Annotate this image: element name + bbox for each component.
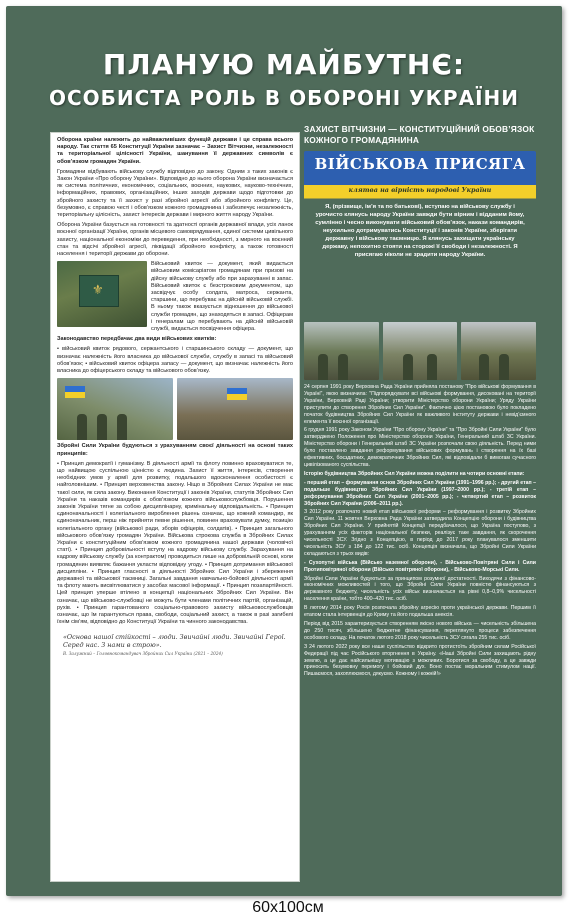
paragraph-2022: З 24 лютого 2022 року все наше суспільство відкрито протистоїть збройним силам Російської Федерації під час Російського вторгнення в Україну. «Наші Збройні Сили захищають рідну землю, а це дає найсильнішу мотивацію з можливих. Боротися за свободу, а це завжди приносить безумовну перемогу і бойовий дух. Воно постає моральним стимулом нації. Пишаємося, захоплюємося, дякуємо. Кожному і кожній!» [304, 643, 536, 678]
left-text-panel [50, 132, 300, 882]
size-label: 60x100см [252, 899, 324, 916]
paragraph-principles-intro: Збройні Сили України будуються з урахуванням своєї діяльності на основі таких принципів: [57, 443, 293, 457]
oath-text: Я, (прізвище, ім’я та по батькові), вступаю на військову службу і урочисто клянусь народу України завжди бути вірним і відданим йому, сумлінно і чесно виконувати військовий обов’язок, накази командирів, неухильно дотримуватись Конституції і законів України, зберігати державну і військову таємницю. Я клянусь захищати українську державу, непохитно стояти на сторожі її свободи і незалежності. Я присягаю ніколи не зрадити народу України. [315, 204, 525, 258]
poster-subtitle: ОСОБИСТА РОЛЬ В ОБОРОНІ УКРАЇНИ [49, 86, 519, 110]
armored-vehicle-photo [177, 378, 293, 440]
paragraph-id-types: • військовий квиток рядового, сержантського і старшинського складу — документ, що визначає належність його власника до військової служби, службу в запасі та військовий обов’язок; • військовий квиток офіцера запасу — документ, що визначає належність його власника до офіцерського складу та військового обов’язку. [57, 346, 293, 375]
military-id-block [57, 261, 293, 336]
paragraph-mod-created: 6 грудня 1991 року Законом України "Про оборону України" та "Про Збройні Сили України" було затверджено Положення про Міністерство оборони України, Генеральний штаб ЗС України. Міністерство оборони і Генеральний штаб ЗС України розпочали свою діяльність. Перед ними було поставлено завдання реформування військових формувань і створення на їх базі ефективних, боєздатних, демократичних Збройних Сил, які відповідали б вимогам сучасного цивілізованого суспільства. [304, 427, 536, 468]
soldiers-photo [461, 322, 536, 380]
oath-card [304, 151, 536, 321]
trident-icon [79, 275, 119, 307]
paragraph-defense-basis: Оборона України базується на готовності та здатності органів державної влади, усіх ланок воєнної організації України, органів місцевого самоврядування, єдиної системи цивільного захисту, національної економіки до переведення, при необхідності, з мирного на воєнний стан та відсічі збройної агресії, ліквідації збройного конфлікту, а також готовності населення і території держави до оборони. [57, 222, 293, 258]
ukraine-flag-icon [65, 386, 85, 398]
poster-title: ПЛАНУЮ МАЙБУТНЄ: [102, 48, 466, 81]
paragraph-2014: В лютому 2014 року Росія розпочала збройну агресію проти української держави. Першим її етапом стала інтервенція до Криму та його подальша анексія. [304, 605, 536, 619]
soldier-figure [479, 354, 489, 380]
quote-text: «Основа нашої стійкості – люди. Звичайні люди. Звичайні Герої. Серед нас. З нами в строю». [63, 633, 286, 650]
soldier-figure [117, 414, 127, 440]
right-text-panel [304, 384, 536, 874]
quote-source: В. Залужний – Головнокомандувач Збройних Сил України (2021 – 2024) [63, 651, 223, 657]
ukraine-flag-icon [227, 388, 247, 400]
soldiers-with-flag-photo [57, 378, 173, 440]
poster-board [6, 6, 562, 896]
paragraph-defense-law: Громадяни відбувають військову службу відповідно до закону. Одним з таких законів є Закон України «Про оборону України». Відповідно до нього оборона України визначається як система політичних, економічних, соціальних, воєнних, наукових, науково-технічних, інформаційних, правових, організаційних, інших заходів держави щодо підготовки до збройного захисту та її захист у разі збройної агресії або збройного конфлікту. Це, безумовно, є справою честі і обов’язком кожного громадянина і забезпечує незалежність, територіальну цілісність, захист інтересів держави і мирного життя народу України. [57, 168, 293, 219]
oath-subtitle: клятва на вірність народові України [348, 185, 492, 194]
oath-title: ВІЙСЬКОВА ПРИСЯГА [314, 155, 526, 173]
soldier-figure [318, 354, 328, 380]
soldier-figure [403, 354, 413, 380]
soldiers-photo [304, 322, 379, 380]
paragraph-stages: - перший етап – формування основ Збройних Сил України (1991–1996 рр.); - другий етап – подальше будівництво Збройних Сил України (1997–2000 рр.); - третій етап – реформування Збройних Сил України (2001–2005 рр.); - четвертий етап – розвиток Збройних Сил України (2006–2011 рр.). [304, 479, 536, 507]
soldiers-photo [383, 322, 458, 380]
paragraph-sufficiency: Збройні Сили України будуються за принципом розумної достатності. Виходячи з фінансово-економічних можливостей і того, що Збройні Сили України повністю фінансуються з державного бюджету, чисельність усіх військ визначається на рівні 0,8–0,9% чисельності населення країни, тобто 400–420 тис. осіб. [304, 575, 536, 603]
paragraph-1991: 24 серпня 1991 року Верховна Рада України прийняла постанову "Про військові формування в Україні", якою визначила: "Підпорядкувати всі військові формування, дисоковані на території України, Верховній Раді України; утворити Міністерство оборони України; Уряду України приступити до створення Збройних Сил України". Фактично цією постановою було покладено початок будівництва Збройних Сил України як важливого інституту держави і невід’ємного елемента її воєнної організації. [304, 384, 536, 425]
paragraph-id-types-intro: Законодавство передбачає два види військових квитків: [57, 336, 217, 343]
paragraph-2015: Період від 2015 характеризується створенням якісно нового війська — чисельність збільшена до 250 тисяч, збільшено бюджетне фінансування, переглянуто процеси забезпечення особового складу. На початок лютого 2018 року чисельність ЗСУ сягала 255 тис. осіб. [304, 621, 536, 641]
soldier-figure [77, 414, 87, 440]
soldier-figure [499, 354, 509, 380]
left-photo-row [57, 378, 293, 440]
paragraph-principles: • Принцип демократії і гуманізму. В діяльності армії та флоту повинно враховуватися те, що найвищою суспільною цінністю є людина. Захист її життя, інтересів, створення необхідних умов у армії для розвитку, подальшого вдосконалення особистості є найголовнішим. • Принцип верховенства закону. Ніщо в Збройних Силах України не має такої сили, як сила закону. Виконання Конституції і законів України, статутів Збройних Сил України та наказів командирів є обов’язком кожного військовослужбовця. Порушення законів України тягне за собою дисциплінарну, кримінальну відповідальність. • Принцип єдиноначальності і колегіального вироблення рішень означає, що кожний командир, як єдиноначальник, перш ніж прийняти певне рішення, повинен враховувати думку, позицію колегіального органу (військової ради, зборів офіцерів, солдатів). • Принцип загального військового обов’язку громадян України. Військова строкова служба в Збройних Силах України є конституційним обов’язком кожного громадянина нашої держави (чоловічої статі). • Принцип добровільності вступу на кадрову військову службу. Зарахування на кадрову військову службу (за контрактом) проводиться лише на добровільній основі, коли громадянин виявляє бажання укласти відповідну угоду. • Принцип дотримання військової дисципліни. • Принцип гласності в діяльності Збройних Сил України і збереження державної та військової таємниці. Загальні завдання навчально-бойової діяльності армії та флоту мають висвітлюватися у засобах масової інформації. • Принцип позапартійності. Цей принцип уперше втілено в концепції національних Збройних Сил України. Він означає, що військово-службовці не можуть бути членами політичних партій, організацій, рухів. • Принцип гарантованого соціально-правового захисту військовослужбовців означає, що їм гарантуються права, свободи, соціальний захист, а також в разі загибелі їхнім сім’ям, відповідно до Конституції України та чинного законодавства. [57, 460, 293, 626]
soldier-figure [338, 354, 348, 380]
military-id-photo [57, 261, 147, 327]
paragraph-stages-intro: Історію будівництва Збройних Сил України можна поділити на чотири основні етапи: [304, 470, 525, 477]
paragraph-constitution: Оборона країни належить до найважливіших функцій держави і це справа всього народу. Так стаття 65 Конституції України зазначає – Захист Вітчизни, незалежності та територіальної цілісності України, шанування її державних символів є обов’язком громадян України. [57, 137, 293, 165]
paragraph-force-types: - Сухопутні війська (Військо наземної оборони), - Військово-Повітряні Сили і Сили Протиповітряної оборони (Військо повітряної оборони), - Військово-Морські Сили. [304, 559, 536, 573]
quote-block [57, 630, 293, 661]
right-heading: ЗАХИСТ ВІТЧИЗНИ — КОНСТИТУЦІЙНИЙ ОБОВ’ЯЗОК КОЖНОГО ГРОМАДЯНИНА [304, 124, 535, 145]
oath-section [304, 124, 536, 321]
right-photo-row [304, 322, 536, 380]
paragraph-military-id: Військовий квиток — документ, який видається військовим комісаріатом громадянам при призові на дійсну військову службу або при зарахуванні в запас. Військовий квиток є безстроковим документом, що засвідчує особу солдата, матроса, сержанта, старшини, що перебуває на дійсній військовій службі. В ньому також вказується відношення до військової служби громадян, що знаходяться в запасі. Офіцерам і генералам що перебувають на дійсній військовій службі, видається посвідчення офіцера. [151, 261, 293, 333]
soldier-figure [97, 414, 107, 440]
soldier-figure [427, 354, 437, 380]
paragraph-2012-reform: З 2012 року розпочато новий етап військової реформи – реформування і розвитку Збройних Сил України. 11 жовтня Верховна Рада України затвердила Концепцію оборони і будівництва Збройних Сил України. У прийнятій Концепції передбачалося, що Україна поступово, з урахуванням усіх факторів національної безпеки, реалізує таке завдання, як скорочення чисельності ЗСУ. Згідно з Концепцією, в період до 2017 року планувалося зменшити чисельність ЗСУ з 184 до 122 тис. осіб. Концепція визначала, що Збройні Сили України складаються з трьох видів: [304, 509, 536, 557]
